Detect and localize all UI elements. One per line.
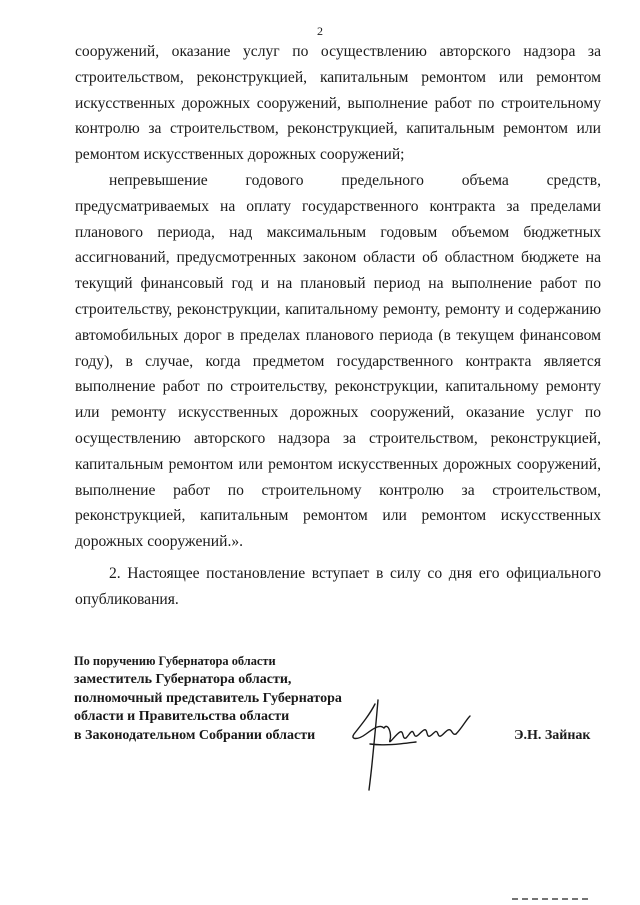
signatory-title-line-4: в Законодательном Собрании области (74, 727, 316, 743)
paragraph-effective-date: 2. Настоящее постановление вступает в силу со дня его официального опубликования. (75, 564, 601, 608)
handwritten-signature (340, 694, 480, 794)
document-body (75, 39, 601, 613)
page-number: 2 (317, 24, 323, 38)
scan-edge-mark (512, 896, 592, 902)
paragraph-budget-condition: непревышение годового предельного объема средств, предусматриваемых на оплату государственного контракта за пределами планового периода, над максимальным годовым объемом бюджетных ассигнований, предусмотренных законом области об областном бюджете на текущий финансовый год и на плановый период на выполнение работ по строительству, реконструкции, капитальному ремонту, ремонту и содержанию автомобильных дорог в пределах планового периода (в текущем финансовом году), в случае, когда предметом государственного контракта является выполнение работ по строительству, реконструкции, капитальному ремонту или ремонту искусственных дорожных сооружений, оказание услуг по осуществлению авторского надзора за строительством, реконструкцией, капитальным ремонтом или ремонтом искусственных дорожных сооружений, выполнение работ по строительному контролю за строительством, реконструкцией, капитальным ремонтом или ремонтом искусственных дорожных сооружений.». (75, 171, 601, 551)
signatory-position-block (74, 652, 374, 745)
signatory-authority-note: По поручению Губернатора области (74, 654, 276, 668)
paragraph-continuation: сооружений, оказание услуг по осуществлению авторского надзора за строительством, реконструкцией, капитальным ремонтом или ремонтом искусственных дорожных сооружений, выполнение работ по строительному контролю за строительством, реконструкцией, капитальным ремонтом или ремонтом искусственных дорожных сооружений; (75, 43, 601, 164)
signatory-title-line-2: полномочный представитель Губернатора (74, 690, 342, 706)
signatory-title-line-3: области и Правительства области (74, 709, 290, 724)
signatory-title-line-1: заместитель Губернатора области, (74, 672, 292, 687)
signer-name: Э.Н. Зайнак (514, 728, 591, 743)
